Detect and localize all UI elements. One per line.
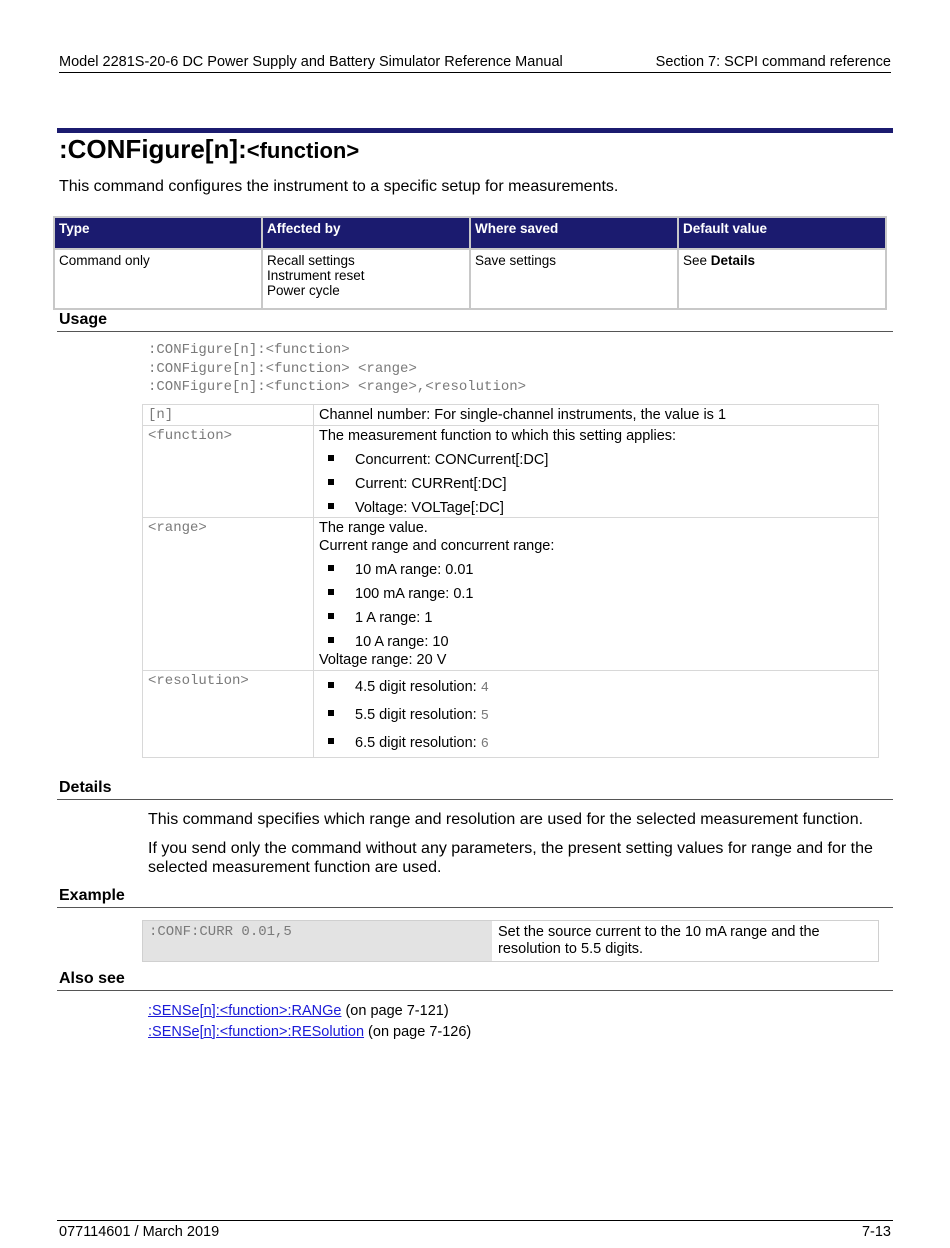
- usage-line: :CONFigure[n]:<function>: [148, 342, 350, 358]
- list-item: Current: CURRent[:DC]: [319, 475, 873, 493]
- param-desc: [314, 426, 879, 518]
- affected-by-item: Instrument reset: [267, 268, 365, 283]
- manual-title: Model 2281S-20-6 DC Power Supply and Battery Simulator Reference Manual: [59, 54, 563, 70]
- list-item-value: 5: [480, 709, 489, 724]
- affected-by-item: Recall settings: [267, 253, 355, 268]
- list-item: [319, 734, 873, 754]
- function-list: [319, 451, 873, 517]
- example-row: [143, 921, 879, 962]
- list-item: [319, 706, 873, 726]
- param-desc: [314, 671, 879, 758]
- list-item: 10 A range: 10: [319, 633, 873, 651]
- page-number: 7-13: [861, 1224, 891, 1240]
- details-divider: [57, 799, 893, 800]
- param-desc-text: The measurement function to which this setting applies:: [319, 428, 677, 444]
- usage-syntax: [148, 341, 526, 397]
- command-intro: This command configures the instrument to a specific setup for measurements.: [59, 178, 619, 195]
- range-list: [319, 561, 873, 651]
- resolution-list: [319, 678, 873, 754]
- usage-divider: [57, 331, 893, 332]
- summary-row: [54, 249, 886, 309]
- footer-divider: [57, 1220, 893, 1221]
- example-divider: [57, 907, 893, 908]
- param-row-function: [143, 426, 879, 518]
- param-desc-text: The range value.: [319, 520, 428, 536]
- param-desc: Channel number: For single-channel instruments, the value is 1: [314, 405, 879, 426]
- param-name: [n]: [143, 405, 314, 426]
- also-see-links: [148, 1001, 471, 1043]
- usage-line: :CONFigure[n]:<function> <range>: [148, 360, 417, 377]
- page-reference: (on page 7-121): [341, 1003, 449, 1019]
- list-item: 10 mA range: 0.01: [319, 561, 873, 579]
- list-item: 100 mA range: 0.1: [319, 585, 873, 603]
- summary-header-row: [54, 217, 886, 249]
- also-see-item: [148, 1022, 471, 1043]
- example-table: [142, 920, 879, 962]
- title-command: :CONFigure[n]:: [59, 134, 247, 164]
- link-sense-resolution[interactable]: :SENSe[n]:<function>:RESolution: [148, 1024, 365, 1040]
- type-cell: Command only: [54, 249, 262, 309]
- list-item: [319, 678, 873, 698]
- example-description: Set the source current to the 10 mA range and the resolution to 5.5 digits.: [498, 924, 820, 957]
- page-reference: (on page 7-126): [364, 1024, 472, 1040]
- also-see-item: [148, 1001, 471, 1022]
- list-item: Voltage: VOLTage[:DC]: [319, 499, 873, 517]
- param-name: <resolution>: [143, 671, 314, 758]
- affected-by-cell: [262, 249, 470, 309]
- list-item-label: 6.5 digit resolution:: [355, 735, 481, 751]
- list-item-value: 4: [480, 681, 489, 696]
- param-name: <range>: [143, 518, 314, 671]
- default-value-cell: [678, 249, 886, 309]
- header-where-saved: Where saved: [470, 217, 678, 249]
- section-title: Section 7: SCPI command reference: [655, 54, 891, 70]
- usage-heading: Usage: [59, 311, 108, 328]
- param-desc-text: Current range and concurrent range:: [319, 538, 555, 554]
- param-desc: [314, 518, 879, 671]
- details-paragraph: If you send only the command without any parameters, the present setting values for range and for the selected measurement function are used.: [148, 840, 873, 876]
- details-heading: Details: [59, 779, 112, 796]
- list-item: Concurrent: CONCurrent[:DC]: [319, 451, 873, 469]
- details-paragraph: This command specifies which range and resolution are used for the selected measurement function.: [148, 811, 864, 828]
- list-item-label: 5.5 digit resolution:: [355, 707, 481, 723]
- list-item-label: 4.5 digit resolution:: [355, 679, 481, 695]
- list-item-value: 6: [480, 737, 489, 752]
- param-row-n: [143, 405, 879, 426]
- header-divider: [59, 72, 891, 73]
- affected-by-item: Power cycle: [267, 283, 340, 298]
- example-heading: Example: [59, 887, 125, 904]
- title-parameter: <function>: [246, 138, 360, 163]
- list-item: 1 A range: 1: [319, 609, 873, 627]
- header-type: Type: [54, 217, 262, 249]
- param-row-range: [143, 518, 879, 671]
- default-details-ref: Details: [710, 253, 756, 268]
- voltage-range-text: Voltage range: 20 V: [319, 652, 447, 668]
- parameter-table: [142, 404, 879, 758]
- page-title: [59, 134, 359, 165]
- example-code: :CONF:CURR 0.01,5: [143, 921, 493, 962]
- default-prefix: See: [683, 253, 711, 268]
- param-row-resolution: [143, 671, 879, 758]
- header-affected-by: Affected by: [262, 217, 470, 249]
- where-saved-cell: Save settings: [470, 249, 678, 309]
- link-sense-range[interactable]: :SENSe[n]:<function>:RANGe: [148, 1003, 342, 1019]
- also-see-divider: [57, 990, 893, 991]
- usage-line: :CONFigure[n]:<function> <range>,<resolution>: [148, 379, 527, 395]
- document-number: 077114601 / March 2019: [59, 1224, 220, 1240]
- running-header: [59, 54, 891, 74]
- command-summary-table: [53, 216, 887, 310]
- also-see-heading: Also see: [59, 970, 125, 987]
- title-accent-bar: [57, 128, 893, 133]
- param-name: <function>: [143, 426, 314, 518]
- header-default-value: Default value: [678, 217, 886, 249]
